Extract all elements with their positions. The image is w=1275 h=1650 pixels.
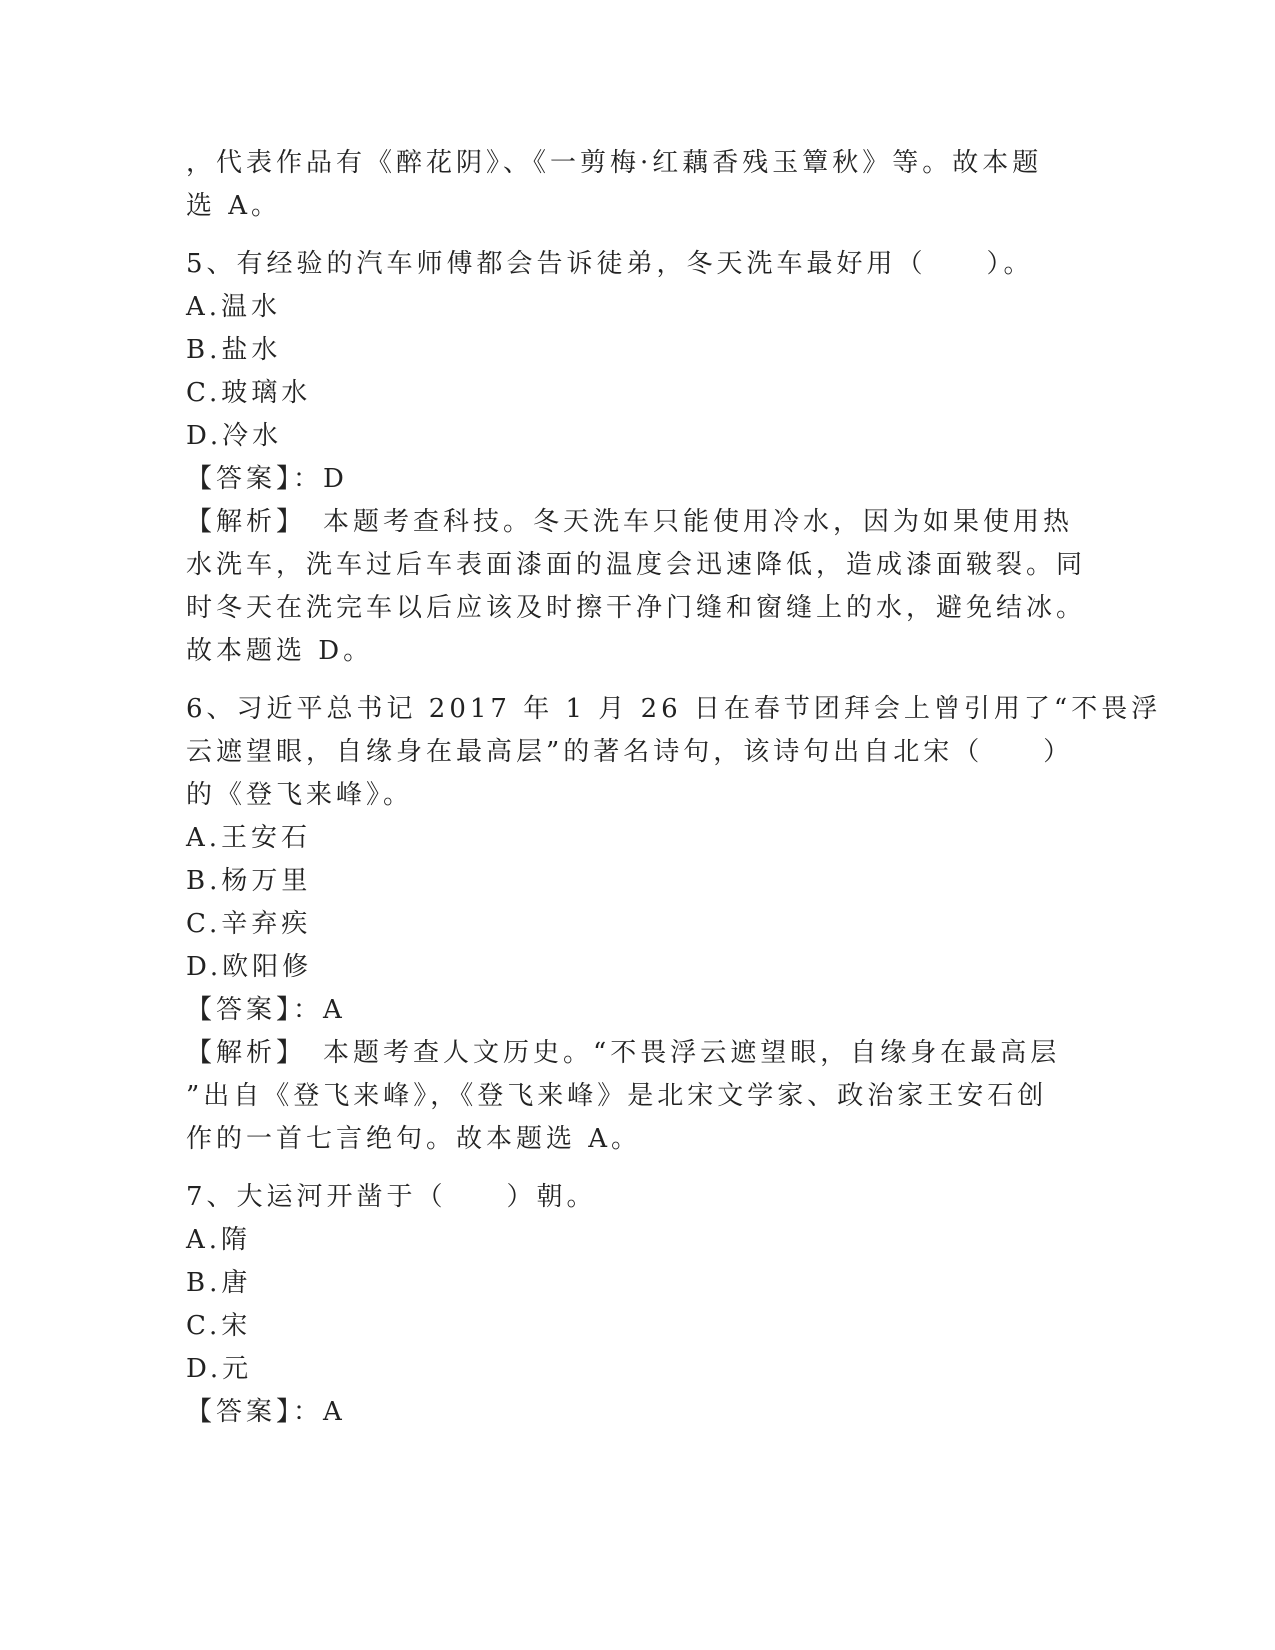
question-text: 5、有经验的汽车师傅都会告诉徒弟，冬天洗车最好用（ ）。 (186, 249, 1034, 279)
previous-analysis-continuation (186, 142, 1086, 228)
question-7 (186, 1176, 1086, 1434)
option-a: A.王安石 (186, 823, 312, 853)
question-text: 的《登飞来峰》。 (186, 780, 414, 810)
answer-line: 【答案】：A (186, 995, 346, 1025)
option-d: D.欧阳修 (186, 952, 313, 982)
option-c: C.辛弃疾 (186, 909, 312, 939)
document-page (186, 142, 1162, 1434)
answer-line: 【答案】：D (186, 464, 348, 494)
text-line: 选 A。 (186, 191, 282, 221)
analysis-line: 水洗车，洗车过后车表面漆面的温度会迅速降低，造成漆面皲裂。同 (186, 550, 1087, 580)
option-b: B.唐 (186, 1268, 252, 1298)
question-text: 云遮望眼，自缘身在最高层”的著名诗句，该诗句出自北宋（ ） (186, 737, 1074, 767)
question-text: 6、习近平总书记 2017 年 1 月 26 日在春节团拜会上曾引用了“不畏浮 (186, 694, 1162, 724)
option-d: D.元 (186, 1354, 253, 1384)
option-c: C.玻璃水 (186, 378, 312, 408)
option-b: B.杨万里 (186, 866, 312, 896)
analysis-line: 【解析】 本题考查人文历史。“不畏浮云遮望眼，自缘身在最高层 (186, 1038, 1061, 1068)
analysis-line: ”出自《登飞来峰》，《登飞来峰》是北宋文学家、政治家王安石创 (186, 1081, 1048, 1111)
option-b: B.盐水 (186, 335, 282, 365)
analysis-line: 故本题选 D。 (186, 636, 374, 666)
question-5 (186, 243, 1086, 673)
analysis-line: 【解析】 本题考查科技。冬天洗车只能使用冷水，因为如果使用热 (186, 507, 1074, 537)
option-d: D.冷水 (186, 421, 283, 451)
question-text: 7、大运河开凿于（ ）朝。 (186, 1182, 597, 1212)
text-line: ，代表作品有《醉花阴》、《一剪梅·红藕香残玉簟秋》等。故本题 (186, 148, 1043, 178)
analysis-line: 时冬天在洗完车以后应该及时擦干净门缝和窗缝上的水，避免结冰。 (186, 593, 1087, 623)
option-c: C.宋 (186, 1311, 252, 1341)
analysis-line: 作的一首七言绝句。故本题选 A。 (186, 1124, 642, 1154)
option-a: A.温水 (186, 292, 282, 322)
option-a: A.隋 (186, 1225, 252, 1255)
answer-line: 【答案】：A (186, 1397, 346, 1427)
question-6 (186, 688, 1162, 1161)
